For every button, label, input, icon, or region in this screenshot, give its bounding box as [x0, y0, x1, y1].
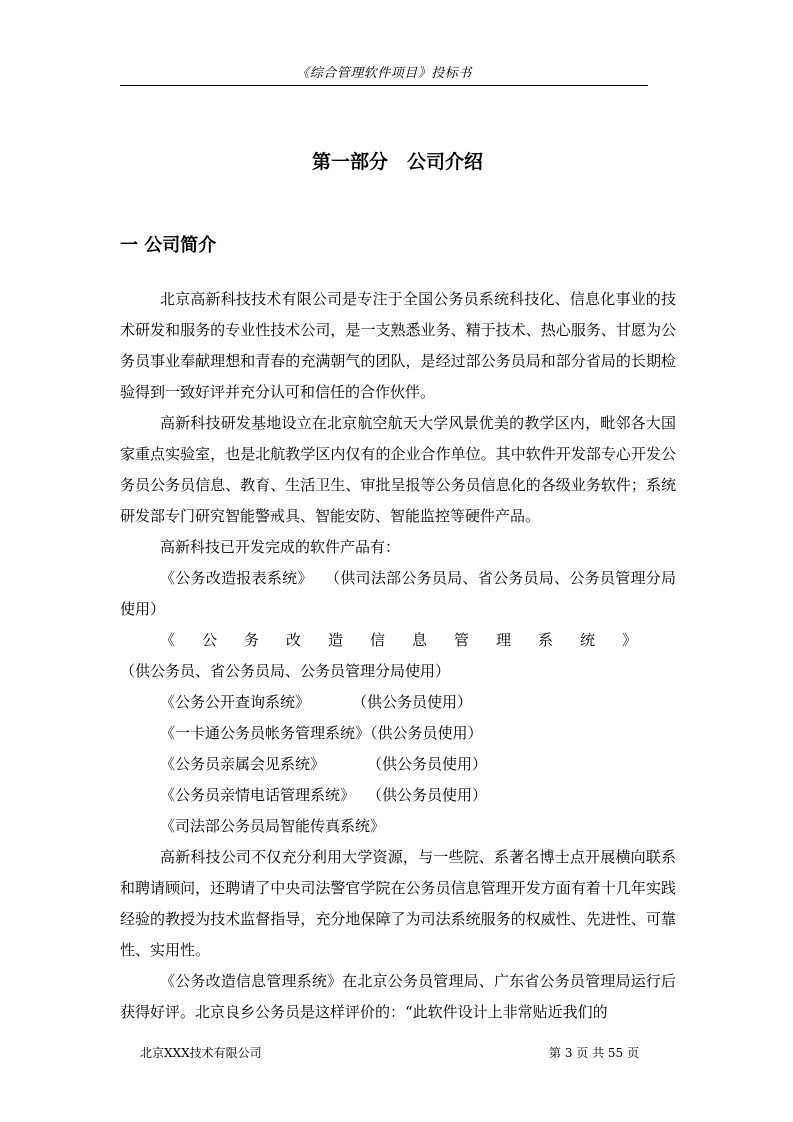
product-item — [120, 780, 676, 811]
product-name: 《公务员亲属会见系统》 — [160, 755, 326, 773]
product-item — [120, 718, 676, 749]
paragraph-rd-base: 高新科技研发基地设立在北京航空航天大学风景优美的教学区内，毗邻各大国家重点实验室，也是北航教学区内仅有的企业合作单位。其中软件开发部专心开发公务员公务员信息、教育、生活卫生、审批呈报等公务员信息化的各级业务软件；系统研发部专门研究智能警戒具、智能安防、智能监控等硬件产品。 — [120, 414, 676, 525]
product-usage: （供公务员、省公务员局、公务员管理分局使用） — [120, 662, 451, 680]
part-title: 第一部分 公司介绍 — [311, 151, 483, 173]
product-usage: （供公务员使用） — [370, 724, 483, 742]
product-name: 《公务公开查询系统》 — [160, 693, 311, 711]
product-name: 《公务改造报表系统》 — [160, 569, 313, 587]
product-name: 《一卡通公务员帐务管理系统》 — [160, 724, 371, 742]
product-item — [120, 563, 676, 625]
header-divider — [120, 85, 648, 86]
product-item — [120, 687, 676, 718]
paragraph-products-intro: 高新科技已开发完成的软件产品有： — [160, 538, 401, 556]
product-item — [120, 811, 676, 842]
product-name: 《公务改造信息管理系统》 — [160, 631, 664, 649]
product-usage: （供公务员使用） — [367, 755, 488, 773]
product-name: 《司法部公务员局智能传真系统》 — [160, 817, 386, 835]
product-item — [120, 749, 676, 780]
product-usage: （供公务员使用） — [352, 693, 473, 711]
product-item — [120, 625, 676, 687]
paragraph-intro: 北京高新科技技术有限公司是专注于全国公务员系统科技化、信息化事业的技术研发和服务的专业性技术公司，是一支熟悉业务、精于技术、热心服务、甘愿为公务员事业奉献理想和青春的充满朝气的团队，是经过部公务员局和部分省局的长期检验得到一致好评并充分认可和信任的合作伙伴。 — [120, 290, 676, 401]
footer-company: 北京XXX技术有限公司 — [140, 1046, 262, 1060]
paragraph-university-resources: 高新科技公司不仅充分利用大学资源，与一些院、系著名博士点开展横向联系和聘请顾问，还聘请了中央司法警官学院在公务员信息管理开发方面有着十几年实践经验的教授为技术监督指导，充分地保障了为司法系统服务的权威性、先进性、可靠性、实用性。 — [120, 848, 676, 959]
paragraph-evaluation: 《公务改造信息管理系统》在北京公务员管理局、广东省公务员管理局运行后获得好评。北京良乡公务员是这样评价的：“此软件设计上非常贴近我们的 — [120, 972, 676, 1021]
product-usage: （供公务员使用） — [367, 786, 488, 804]
body-text — [120, 284, 676, 1028]
product-usage: （供司法部公务员局、省公务员局、公务员管理分局使用） — [120, 569, 676, 618]
footer-page-number: 第 3 页 共 55 页 — [549, 1046, 639, 1060]
section-title: 一 公司简介 — [120, 235, 217, 256]
page-header: 《综合管理软件项目》投标书 — [296, 66, 472, 81]
product-name: 《公务员亲情电话管理系统》 — [160, 786, 356, 804]
